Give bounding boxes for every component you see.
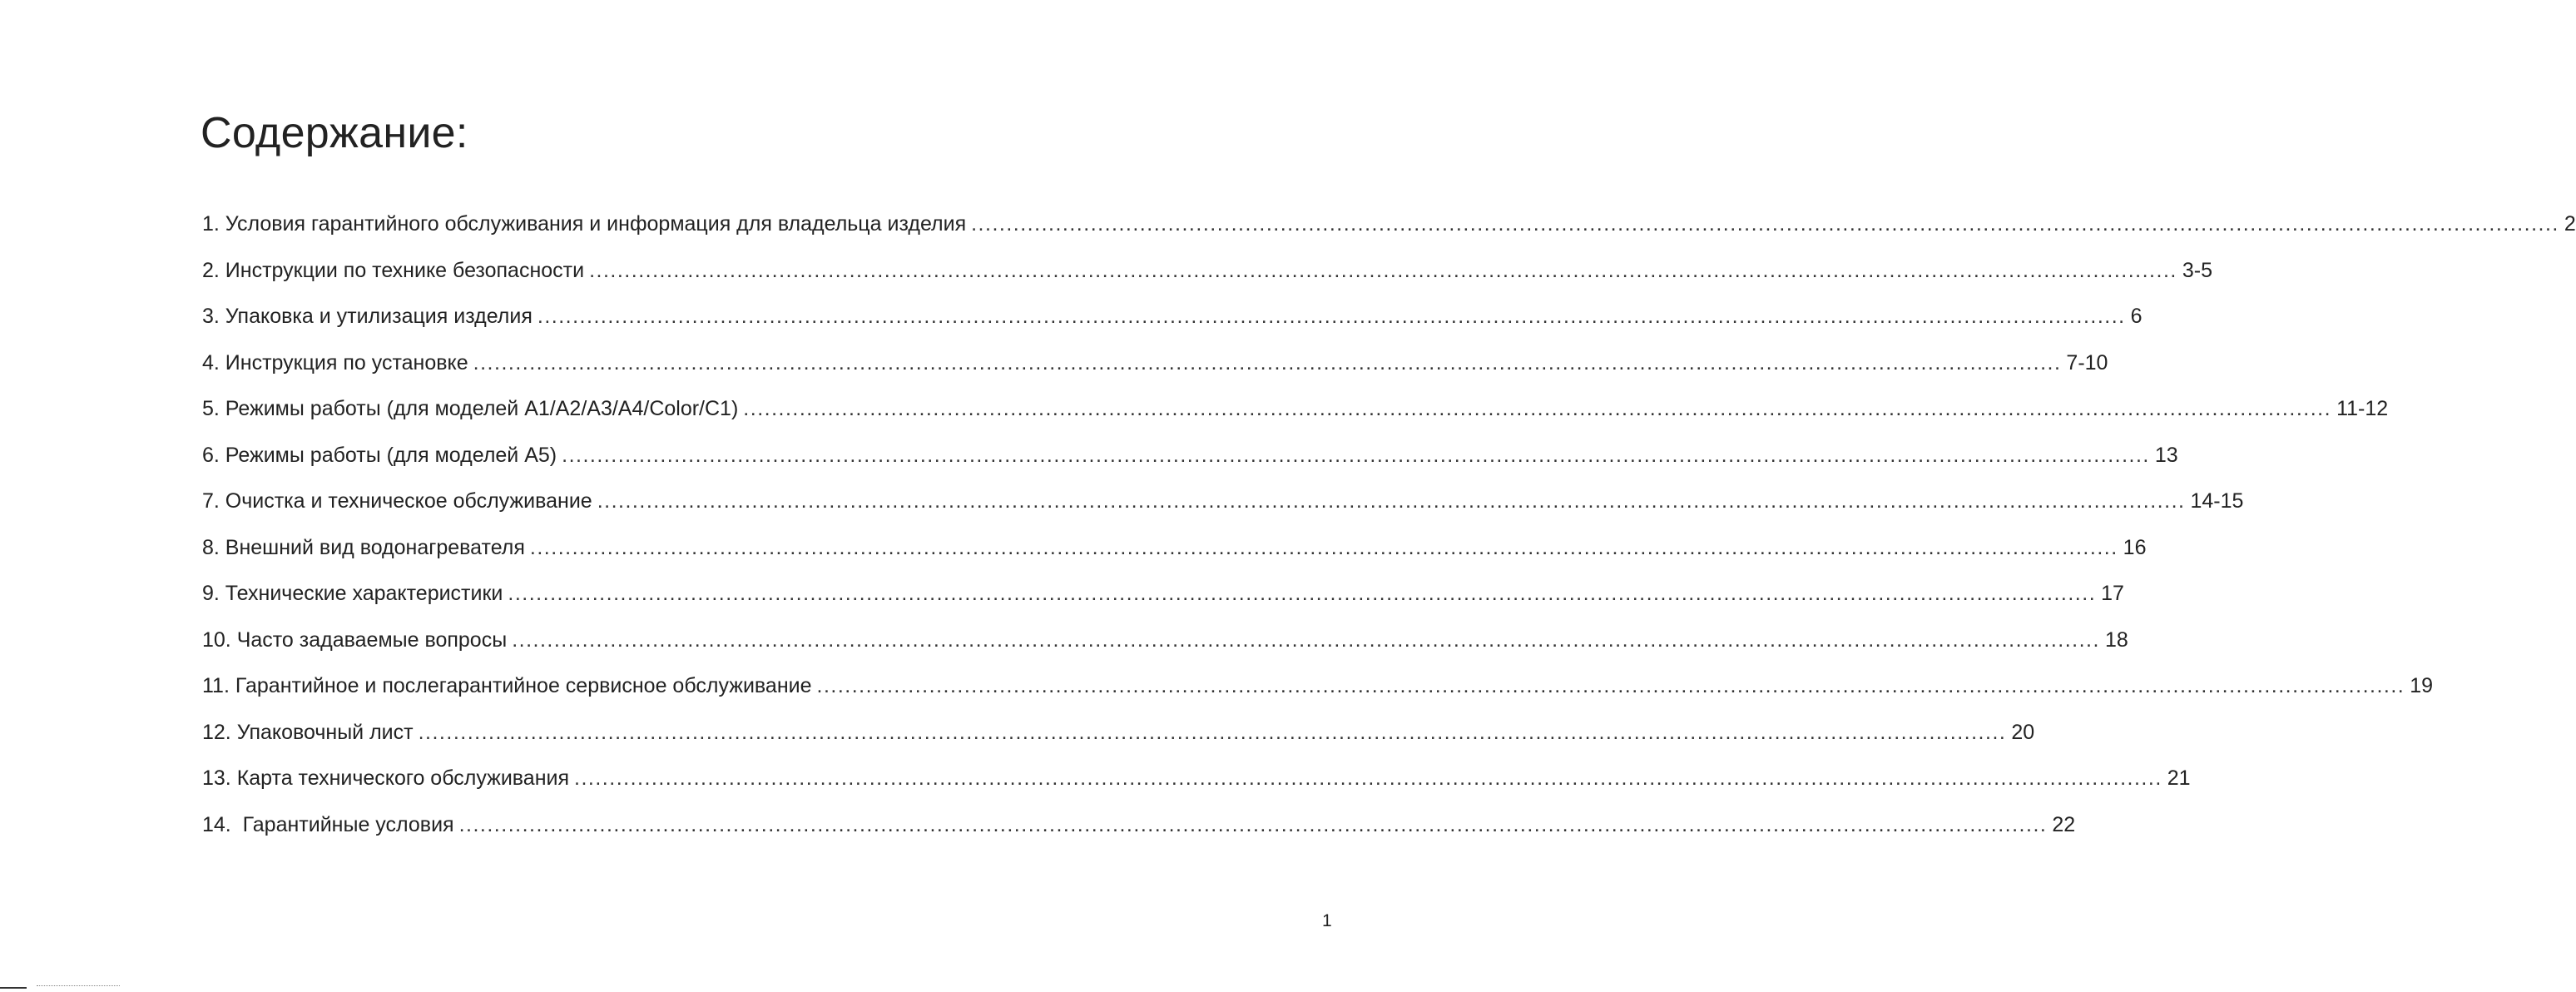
dot-leader: ..................................................................................................................................................................................................................................: [537, 305, 2126, 328]
toc-item-label: 3. Упаковка и утилизация изделия: [202, 305, 533, 328]
toc-item-page: 6: [2130, 305, 2143, 328]
toc-item-7[interactable]: [202, 487, 2244, 533]
page-title: Содержание:: [201, 109, 468, 157]
toc-item-label: 5. Режимы работы (для моделей A1/A2/A3/A4/Color/C1): [202, 397, 739, 420]
dot-leader: ..................................................................................................................................................................................................................................: [562, 443, 2150, 467]
toc-item-label: 4. Инструкция по установке: [202, 350, 468, 374]
dot-leader: ..................................................................................................................................................................................................................................: [512, 627, 2100, 652]
scan-artifact-dots: [37, 985, 120, 990]
table-of-contents: [202, 210, 2576, 856]
toc-item-page: 16: [2123, 535, 2147, 559]
toc-item-label: 2. Инструкции по технике безопасности: [202, 258, 585, 282]
toc-item-label: 10. Часто задаваемые вопросы: [202, 627, 508, 652]
toc-item-4[interactable]: [202, 349, 2108, 395]
toc-item-page: 11-12: [2336, 397, 2389, 420]
dot-leader: ..................................................................................................................................................................................................................................: [458, 812, 2048, 836]
toc-item-page: 17: [2101, 582, 2124, 605]
toc-item-label: 7. Очистка и техническое обслуживание: [202, 489, 592, 513]
dot-leader: ..................................................................................................................................................................................................................................: [418, 720, 2007, 744]
toc-item-label: 11. Гарантийное и послегарантийное сервисное обслуживание: [202, 674, 812, 697]
toc-item-13[interactable]: [202, 764, 2191, 811]
toc-item-12[interactable]: [202, 718, 2035, 765]
toc-item-3[interactable]: [202, 302, 2143, 349]
toc-item-1[interactable]: [202, 210, 2576, 256]
toc-item-page: 7-10: [2066, 350, 2108, 374]
dot-leader: ..................................................................................................................................................................................................................................: [816, 674, 2405, 697]
toc-item-14[interactable]: [202, 811, 2076, 857]
page-number: 1: [1322, 911, 1332, 930]
dot-leader: ..................................................................................................................................................................................................................................: [743, 397, 2332, 420]
toc-item-label: 9. Технические характеристики: [202, 582, 503, 605]
toc-item-page: 22: [2052, 812, 2076, 836]
scan-artifact-line: [0, 987, 27, 989]
toc-item-page: 19: [2410, 674, 2434, 697]
toc-item-label: 13. Карта технического обслуживания: [202, 766, 570, 790]
toc-item-label: 6. Режимы работы (для моделей A5): [202, 443, 557, 467]
toc-item-page: 13: [2154, 443, 2178, 467]
dot-leader: ..................................................................................................................................................................................................................................: [508, 582, 2097, 605]
toc-item-6[interactable]: [202, 441, 2178, 488]
toc-item-9[interactable]: [202, 579, 2124, 626]
dot-leader: ..................................................................................................................................................................................................................................: [971, 212, 2559, 236]
toc-item-page: 3-5: [2182, 258, 2212, 282]
toc-item-label: 8. Внешний вид водонагревателя: [202, 535, 525, 559]
toc-item-page: 18: [2104, 627, 2128, 652]
toc-item-page: 2: [2564, 212, 2576, 236]
toc-item-page: 21: [2167, 766, 2191, 790]
toc-item-8[interactable]: [202, 533, 2147, 580]
dot-leader: ..................................................................................................................................................................................................................................: [597, 489, 2186, 513]
toc-item-label: 1. Условия гарантийного обслуживания и информация для владельца изделия: [202, 212, 967, 236]
toc-item-2[interactable]: [202, 256, 2212, 303]
toc-item-label: 12. Упаковочный лист: [202, 720, 414, 744]
toc-item-5[interactable]: [202, 394, 2389, 441]
dot-leader: ..................................................................................................................................................................................................................................: [473, 350, 2062, 374]
dot-leader: ..................................................................................................................................................................................................................................: [589, 258, 2177, 282]
dot-leader: ..................................................................................................................................................................................................................................: [574, 766, 2162, 790]
toc-item-page: 14-15: [2190, 489, 2244, 513]
toc-item-label: 14. Гарантийные условия: [202, 812, 454, 836]
toc-item-10[interactable]: [202, 626, 2128, 672]
toc-item-page: 20: [2011, 720, 2035, 744]
dot-leader: ..................................................................................................................................................................................................................................: [529, 535, 2118, 559]
toc-item-11[interactable]: [202, 672, 2434, 718]
